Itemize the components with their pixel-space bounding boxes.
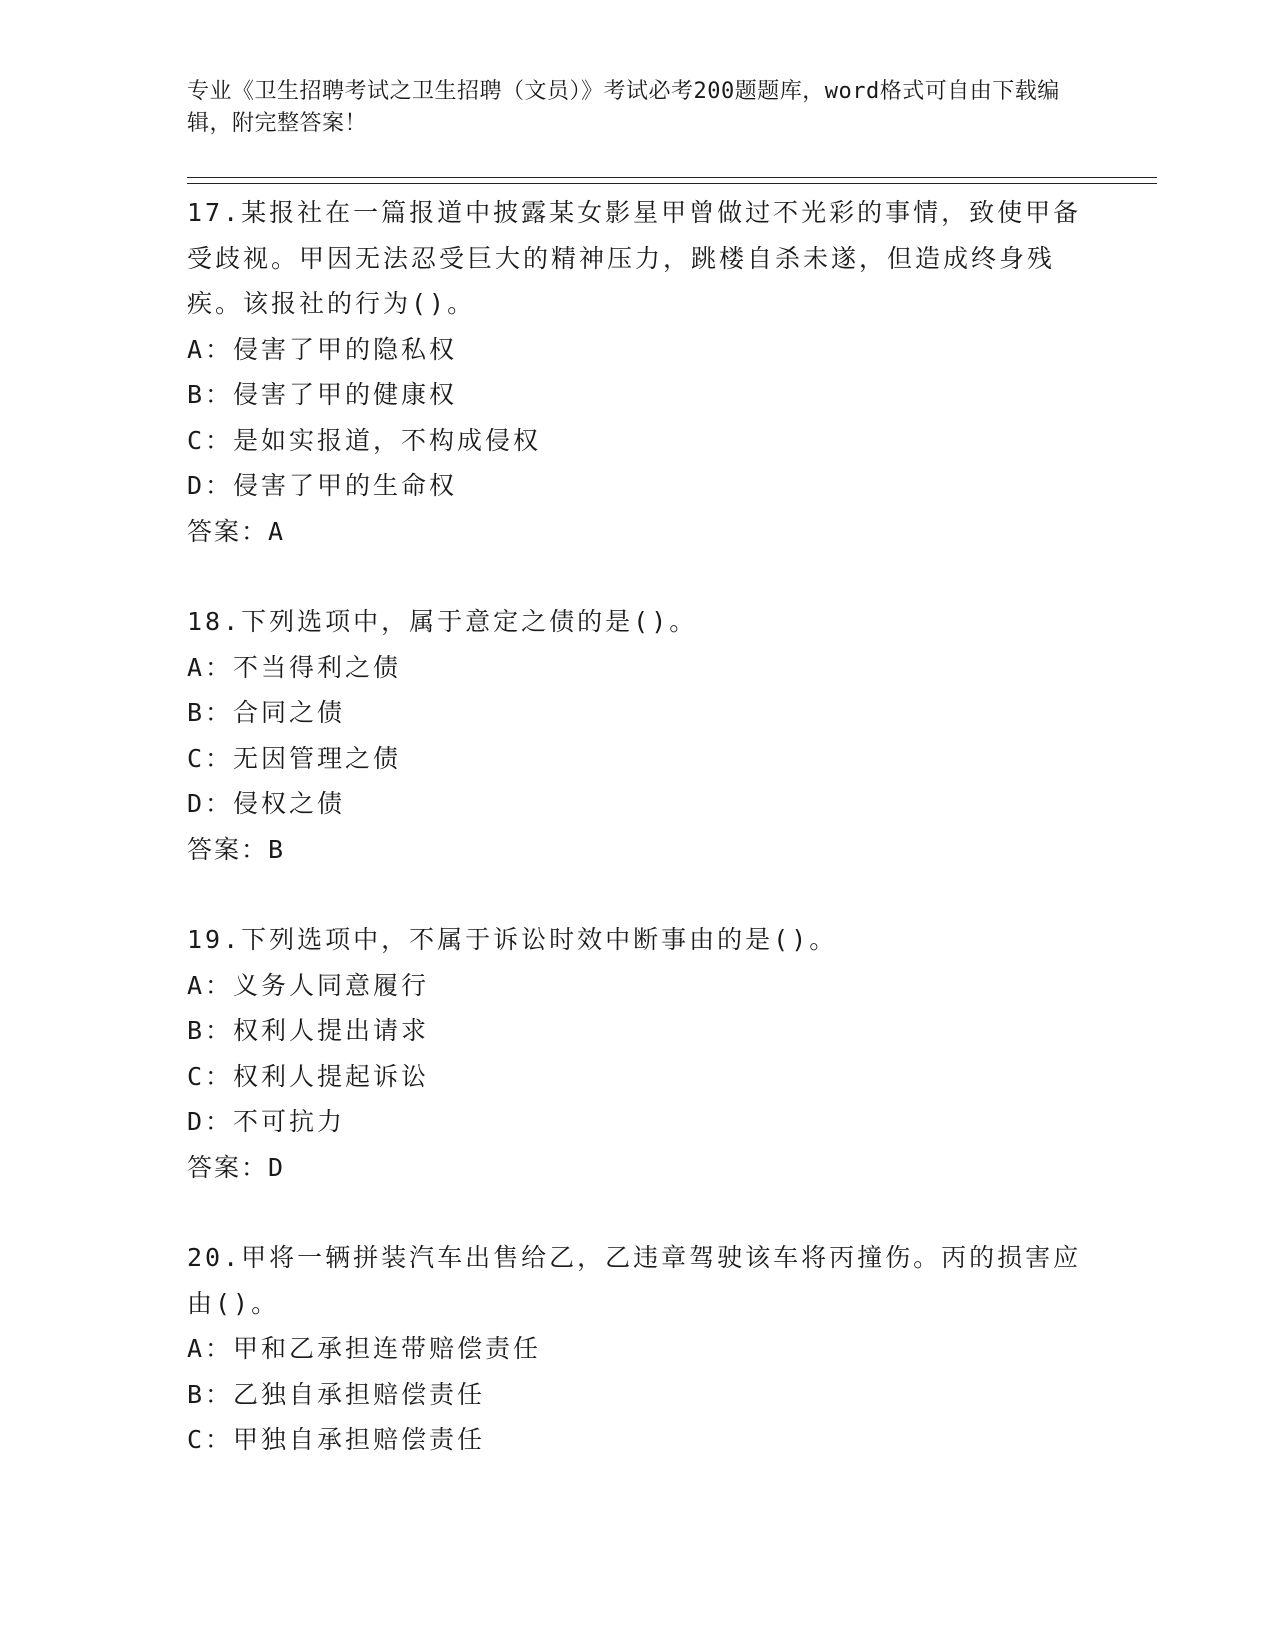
option-c: C：是如实报道，不构成侵权 bbox=[187, 425, 542, 455]
answer-line: 答案：B bbox=[187, 834, 286, 864]
option-c: C：无因管理之债 bbox=[187, 743, 402, 773]
header-divider-top bbox=[187, 177, 1157, 178]
option-a: A：不当得利之债 bbox=[187, 652, 402, 682]
option-b: B：合同之债 bbox=[187, 698, 346, 727]
option-d: D：不可抗力 bbox=[187, 1107, 346, 1136]
header-divider-bottom bbox=[187, 183, 1157, 184]
question-stem: 18.下列选项中，属于意定之债的是()。 bbox=[187, 607, 698, 636]
option-b: B：权利人提出请求 bbox=[187, 1016, 430, 1045]
question-17 bbox=[187, 190, 1087, 554]
answer-line: 答案：D bbox=[187, 1152, 286, 1182]
option-b: B：侵害了甲的健康权 bbox=[187, 380, 458, 409]
option-d: D：侵权之债 bbox=[187, 789, 346, 818]
question-18 bbox=[187, 599, 1087, 872]
option-c: C：权利人提起诉讼 bbox=[187, 1061, 430, 1091]
option-a: A：侵害了甲的隐私权 bbox=[187, 334, 458, 364]
option-a: A：甲和乙承担连带赔偿责任 bbox=[187, 1334, 542, 1363]
question-20 bbox=[187, 1235, 1087, 1463]
option-d: D：侵害了甲的生命权 bbox=[187, 471, 458, 500]
option-c: C：甲独自承担赔偿责任 bbox=[187, 1425, 486, 1454]
question-19 bbox=[187, 917, 1087, 1190]
answer-line: 答案：A bbox=[187, 516, 286, 546]
question-stem: 17.某报社在一篇报道中披露某女影星甲曾做过不光彩的事情，致使甲备受歧视。甲因无法忍受巨大的精神压力，跳楼自杀未遂，但造成终身残疾。该报社的行为()。 bbox=[187, 198, 1082, 318]
question-stem: 19.下列选项中，不属于诉讼时效中断事由的是()。 bbox=[187, 925, 838, 954]
option-a: A：义务人同意履行 bbox=[187, 970, 430, 1000]
question-list bbox=[187, 190, 1087, 1508]
question-stem: 20.甲将一辆拼装汽车出售给乙，乙违章驾驶该车将丙撞伤。丙的损害应由()。 bbox=[187, 1243, 1082, 1318]
document-header: 专业《卫生招聘考试之卫生招聘（文员）》考试必考200题题库，word格式可自由下载编辑，附完整答案！ bbox=[187, 79, 1060, 136]
option-b: B：乙独自承担赔偿责任 bbox=[187, 1379, 486, 1409]
